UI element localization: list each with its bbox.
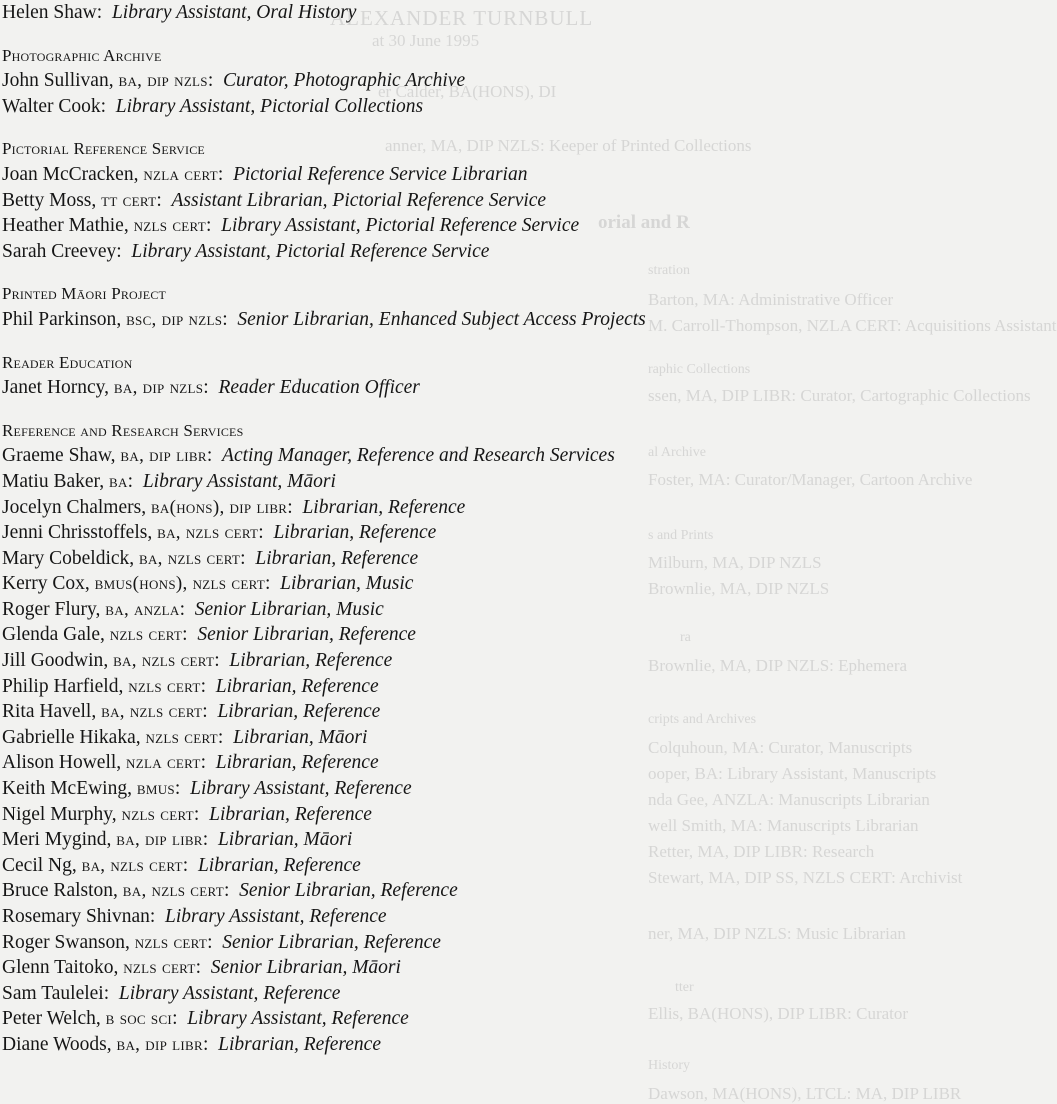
staff-name: Peter Welch bbox=[2, 1008, 96, 1030]
staff-entry: Phil Parkinson, bsc, dip nzls: Senior Librarian, Enhanced Subject Access Projects bbox=[2, 308, 646, 330]
staff-role: Librarian, Reference bbox=[255, 547, 419, 569]
section-heading: Pictorial Reference Service bbox=[2, 139, 205, 159]
staff-name: Mary Cobeldick bbox=[2, 547, 130, 569]
staff-qualifications: ba, anzla bbox=[105, 598, 180, 620]
staff-role: Senior Librarian, Māori bbox=[210, 957, 401, 979]
staff-entry: Glenn Taitoko, nzls cert: Senior Librarian, Māori bbox=[2, 957, 401, 979]
staff-entry: Sarah Creevey: Library Assistant, Pictorial Reference Service bbox=[2, 240, 490, 262]
staff-name: Glenda Gale bbox=[2, 624, 100, 646]
staff-role: Library Assistant, Oral History bbox=[111, 2, 357, 23]
staff-name: John Sullivan bbox=[2, 70, 109, 92]
staff-qualifications: ba bbox=[108, 470, 128, 492]
staff-entry: Joan McCracken, nzla cert: Pictorial Reference Service Librarian bbox=[2, 163, 528, 185]
staff-role: Library Assistant, Pictorial Reference Service bbox=[221, 215, 580, 237]
staff-role: Library Assistant, Pictorial Reference Service bbox=[131, 240, 490, 262]
staff-name: Betty Moss bbox=[2, 189, 92, 211]
staff-name: Rosemary Shivnan bbox=[2, 906, 150, 927]
staff-name: Cecil Ng bbox=[2, 854, 72, 876]
staff-name: Phil Parkinson bbox=[2, 308, 117, 330]
staff-name: Roger Swanson bbox=[2, 931, 125, 953]
section-heading: Reader Education bbox=[2, 352, 133, 372]
staff-role: Senior Librarian, Enhanced Subject Access Projects bbox=[237, 308, 646, 330]
bleed-line: well Smith, MA: Manuscripts Librarian bbox=[648, 816, 919, 835]
staff-role: Librarian, Māori bbox=[217, 829, 353, 851]
staff-qualifications: nzls cert bbox=[109, 624, 183, 646]
staff-qualifications: ba, nzls cert bbox=[139, 547, 241, 569]
staff-entry: Gabrielle Hikaka, nzls cert: Librarian, Māori bbox=[2, 726, 368, 748]
staff-entry: Roger Swanson, nzls cert: Senior Librarian, Reference bbox=[2, 931, 441, 953]
staff-role: Library Assistant, Reference bbox=[187, 1008, 409, 1030]
staff-name: Philip Harfield bbox=[2, 675, 119, 697]
bleed-line: at 30 June 1995 bbox=[372, 31, 480, 50]
staff-role: Library Assistant, Reference bbox=[165, 906, 387, 927]
section-heading: Printed Māori Project bbox=[2, 284, 167, 304]
staff-name: Nigel Murphy bbox=[2, 803, 112, 825]
staff-role: Librarian, Reference bbox=[217, 701, 381, 723]
staff-name: Walter Cook bbox=[2, 95, 101, 117]
bleed-line: Barton, MA: Administrative Officer bbox=[648, 290, 894, 309]
staff-role: Senior Librarian, Music bbox=[194, 598, 384, 620]
staff-entry: Alison Howell, nzla cert: Librarian, Reference bbox=[2, 752, 379, 774]
bleed-line: orial and R bbox=[598, 212, 690, 233]
staff-entry: Heather Mathie, nzls cert: Library Assistant, Pictorial Reference Service bbox=[2, 215, 580, 237]
staff-qualifications: ba, nzls cert bbox=[122, 880, 224, 902]
staff-name: Matiu Baker bbox=[2, 470, 100, 492]
bleed-line: Stewart, MA, DIP SS, NZLS CERT: Archivist bbox=[648, 868, 963, 887]
staff-entry: Matiu Baker, ba: Library Assistant, Māori bbox=[2, 470, 336, 492]
staff-qualifications: nzla cert bbox=[143, 163, 218, 185]
staff-role: Librarian, Reference bbox=[229, 650, 393, 672]
staff-qualifications: bmus(hons), nzls cert bbox=[94, 573, 265, 595]
staff-entry: Peter Welch, b soc sci: Library Assistant, Reference bbox=[2, 1008, 409, 1030]
staff-qualifications: ba, nzls cert bbox=[157, 522, 259, 544]
staff-entry: Jocelyn Chalmers, ba(hons), dip libr: Librarian, Reference bbox=[2, 496, 466, 518]
bleed-line: Colquhoun, MA: Curator, Manuscripts bbox=[648, 738, 913, 757]
staff-name: Gabrielle Hikaka bbox=[2, 726, 136, 748]
staff-entry: Philip Harfield, nzls cert: Librarian, Reference bbox=[2, 675, 379, 697]
staff-entry: Kerry Cox, bmus(hons), nzls cert: Librarian, Music bbox=[2, 573, 414, 595]
bleed-line: M. Carroll-Thompson, NZLA CERT: Acquisitions Assistant bbox=[648, 316, 1057, 335]
staff-qualifications: nzls cert bbox=[145, 726, 218, 748]
staff-name: Bruce Ralston bbox=[2, 880, 114, 902]
staff-role: Library Assistant, Pictorial Collections bbox=[115, 95, 424, 117]
staff-name: Rita Havell bbox=[2, 701, 92, 723]
staff-qualifications: nzls cert bbox=[121, 803, 194, 825]
bleed-line: Retter, MA, DIP LIBR: Research bbox=[648, 842, 875, 861]
staff-name: Sam Taulelei bbox=[2, 982, 104, 1004]
staff-qualifications: ba, nzls cert bbox=[113, 650, 215, 672]
staff-name: Glenn Taitoko bbox=[2, 957, 114, 979]
staff-entry: Roger Flury, ba, anzla: Senior Librarian, Music bbox=[2, 598, 384, 620]
staff-qualifications: ba, dip libr bbox=[120, 445, 207, 467]
staff-qualifications: nzla cert bbox=[126, 752, 201, 774]
staff-role: Senior Librarian, Reference bbox=[197, 624, 416, 646]
staff-name: Janet Horncy bbox=[2, 377, 105, 399]
bleed-line: anner, MA, DIP NZLS: Keeper of Printed Collections bbox=[385, 136, 752, 155]
staff-role: Librarian, Reference bbox=[197, 854, 361, 876]
staff-role: Library Assistant, Reference bbox=[118, 982, 341, 1004]
staff-role: Pictorial Reference Service Librarian bbox=[233, 163, 528, 185]
staff-name: Diane Woods bbox=[2, 1033, 107, 1055]
bleed-line: Brownlie, MA, DIP NZLS: Ephemera bbox=[648, 656, 908, 675]
bleed-line: ssen, MA, DIP LIBR: Curator, Cartographic Collections bbox=[648, 386, 1031, 405]
staff-entry: Meri Mygind, ba, dip libr: Librarian, Māori bbox=[2, 829, 353, 851]
section-heading: Photographic Archive bbox=[2, 45, 162, 65]
staff-entry: Bruce Ralston, ba, nzls cert: Senior Librarian, Reference bbox=[2, 880, 458, 902]
staff-qualifications: ba, dip libr bbox=[116, 1033, 203, 1055]
bleed-line: er Calder, BA(HONS), DI bbox=[378, 82, 557, 101]
section-spacer bbox=[2, 264, 699, 281]
section-spacer bbox=[2, 401, 699, 418]
staff-qualifications: tt cert bbox=[101, 189, 157, 211]
staff-qualifications: ba, nzls cert bbox=[101, 701, 203, 723]
bleed-line: s and Prints bbox=[648, 528, 714, 543]
staff-entry: Sam Taulelei: Library Assistant, Reference bbox=[2, 982, 341, 1004]
staff-role: Senior Librarian, Reference bbox=[222, 931, 441, 953]
bleed-line: cripts and Archives bbox=[648, 712, 757, 727]
staff-role: Librarian, Reference bbox=[218, 1033, 381, 1055]
staff-entry: Betty Moss, tt cert: Assistant Librarian, Pictorial Reference Service bbox=[2, 189, 547, 211]
bleed-line: raphic Collections bbox=[648, 362, 751, 377]
staff-role: Library Assistant, Reference bbox=[190, 778, 412, 800]
staff-name: Alison Howell bbox=[2, 752, 117, 774]
staff-entry: Cecil Ng, ba, nzls cert: Librarian, Reference bbox=[2, 854, 361, 876]
staff-qualifications: ba, dip nzls bbox=[113, 377, 204, 399]
staff-name: Kerry Cox bbox=[2, 573, 85, 595]
bleed-line: History bbox=[648, 1058, 690, 1073]
staff-entry: Janet Horncy, ba, dip nzls: Reader Education Officer bbox=[2, 377, 420, 399]
bleed-line: ALEXANDER TURNBULL bbox=[330, 6, 594, 30]
staff-role: Librarian, Reference bbox=[215, 675, 379, 697]
staff-role: Reader Education Officer bbox=[218, 377, 420, 399]
staff-qualifications: bsc, dip nzls bbox=[126, 308, 223, 330]
staff-name: Roger Flury bbox=[2, 598, 96, 620]
bleed-line: Foster, MA: Curator/Manager, Cartoon Archive bbox=[648, 470, 973, 489]
staff-role: Senior Librarian, Reference bbox=[239, 880, 458, 902]
staff-entry: Diane Woods, ba, dip libr: Librarian, Reference bbox=[2, 1033, 381, 1055]
bleed-line: Milburn, MA, DIP NZLS bbox=[648, 553, 822, 572]
staff-directory-page bbox=[2, 0, 699, 1058]
bleed-line: stration bbox=[648, 263, 690, 278]
staff-role: Librarian, Māori bbox=[233, 726, 368, 748]
bleed-line: Brownlie, MA, DIP NZLS bbox=[648, 579, 830, 598]
staff-role: Librarian, Reference bbox=[215, 752, 379, 774]
staff-role: Librarian, Music bbox=[280, 573, 414, 595]
staff-entry: Mary Cobeldick, ba, nzls cert: Librarian, Reference bbox=[2, 547, 419, 569]
staff-entry: Keith McEwing, bmus: Library Assistant, Reference bbox=[2, 778, 412, 800]
staff-entry: Rosemary Shivnan: Library Assistant, Reference bbox=[2, 906, 387, 927]
section-spacer bbox=[2, 26, 699, 43]
staff-name: Jocelyn Chalmers bbox=[2, 496, 142, 518]
staff-role: Librarian, Reference bbox=[209, 803, 372, 825]
bleed-line: ner, MA, DIP NZLS: Music Librarian bbox=[648, 924, 906, 943]
staff-qualifications: nzls cert bbox=[133, 215, 206, 237]
staff-qualifications: ba, dip nzls bbox=[118, 70, 208, 92]
bleed-line: ra bbox=[680, 630, 691, 645]
staff-name: Joan McCracken bbox=[2, 163, 134, 185]
staff-role: Library Assistant, Māori bbox=[142, 470, 336, 492]
staff-qualifications: nzls cert bbox=[134, 931, 208, 953]
staff-qualifications: ba(hons), dip libr bbox=[150, 496, 288, 518]
staff-qualifications: nzls cert bbox=[123, 957, 196, 979]
staff-entry: Graeme Shaw, ba, dip libr: Acting Manager, Reference and Research Services bbox=[2, 445, 615, 467]
staff-entry: Walter Cook: Library Assistant, Pictorial Collections bbox=[2, 95, 424, 117]
staff-entry: Rita Havell, ba, nzls cert: Librarian, Reference bbox=[2, 701, 381, 723]
staff-name: Meri Mygind bbox=[2, 829, 107, 851]
staff-qualifications: nzls cert bbox=[128, 675, 201, 697]
staff-entry: Nigel Murphy, nzls cert: Librarian, Reference bbox=[2, 803, 372, 825]
staff-name: Heather Mathie bbox=[2, 215, 124, 237]
staff-qualifications: bmus bbox=[136, 778, 175, 800]
bleed-line: Ellis, BA(HONS), DIP LIBR: Curator bbox=[648, 1004, 909, 1023]
bleed-line: tter bbox=[675, 980, 694, 995]
staff-entry: John Sullivan, ba, dip nzls: Curator, Photographic Archive bbox=[2, 70, 466, 92]
staff-name: Helen Shaw bbox=[2, 2, 97, 23]
staff-role: Curator, Photographic Archive bbox=[223, 70, 466, 92]
staff-qualifications: ba, nzls cert bbox=[81, 854, 183, 876]
bleed-line: nda Gee, ANZLA: Manuscripts Librarian bbox=[648, 790, 930, 809]
section-spacer bbox=[2, 333, 699, 350]
staff-role: Assistant Librarian, Pictorial Reference Service bbox=[171, 189, 547, 211]
staff-name: Jill Goodwin bbox=[2, 650, 104, 672]
staff-name: Sarah Creevey bbox=[2, 240, 117, 262]
section-heading: Reference and Research Services bbox=[2, 420, 244, 440]
staff-entry: Helen Shaw: Library Assistant, Oral History bbox=[2, 2, 357, 23]
staff-entry: Jill Goodwin, ba, nzls cert: Librarian, Reference bbox=[2, 650, 393, 672]
section-spacer bbox=[2, 119, 699, 136]
staff-qualifications: b soc sci bbox=[105, 1008, 173, 1030]
staff-name: Jenni Chrisstoffels bbox=[2, 522, 148, 544]
staff-role: Librarian, Reference bbox=[302, 496, 466, 518]
staff-entry: Glenda Gale, nzls cert: Senior Librarian, Reference bbox=[2, 624, 416, 646]
staff-entry: Jenni Chrisstoffels, ba, nzls cert: Librarian, Reference bbox=[2, 522, 437, 544]
bleed-line: Dawson, MA(HONS), LTCL: MA, DIP LIBR bbox=[648, 1084, 962, 1103]
staff-role: Librarian, Reference bbox=[273, 522, 437, 544]
staff-name: Keith McEwing bbox=[2, 778, 128, 800]
staff-role: Acting Manager, Reference and Research Services bbox=[222, 445, 615, 467]
staff-name: Graeme Shaw bbox=[2, 445, 111, 467]
bleed-line: ooper, BA: Library Assistant, Manuscripts bbox=[648, 764, 937, 783]
staff-qualifications: ba, dip libr bbox=[116, 829, 203, 851]
bleed-line: al Archive bbox=[648, 445, 706, 460]
